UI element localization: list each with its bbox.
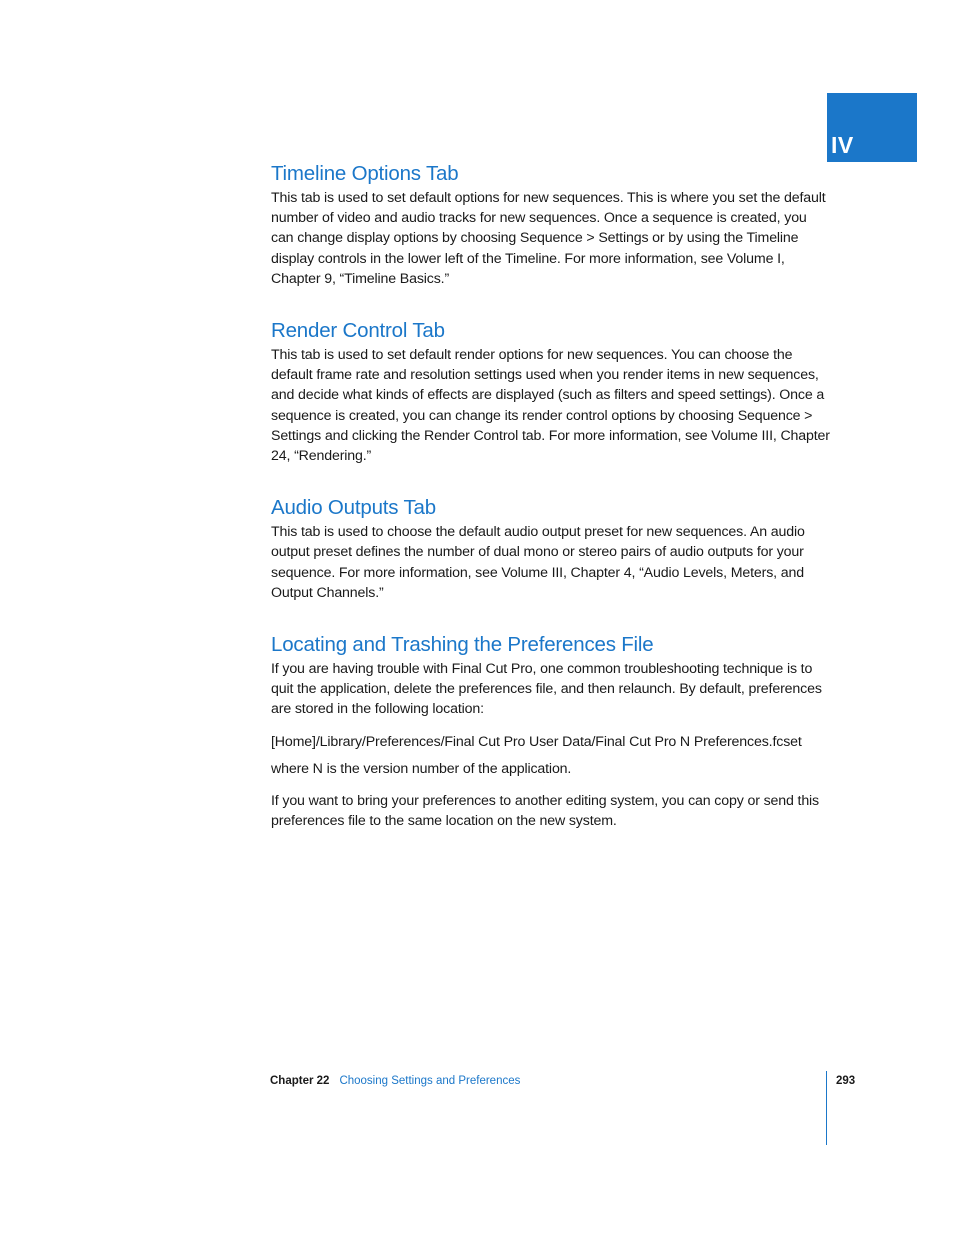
section-heading: Timeline Options Tab: [271, 162, 459, 185]
section-render-control: [271, 317, 831, 466]
section-heading: Locating and Trashing the Preferences File: [271, 633, 654, 657]
section-timeline-options: [271, 160, 831, 289]
section-heading: Render Control Tab: [271, 319, 445, 343]
section-body: This tab is used to choose the default audio output preset for new sequences. An audio output preset defines the number of dual mono or stereo pairs of audio outputs for your sequence. For more information, see Volume III, Chapter 4, “Audio Levels, Meters, and Output Channels.”: [271, 524, 805, 601]
preferences-path: [Home]/Library/Preferences/Final Cut Pro User Data/Final Cut Pro N Preferences.fcset: [271, 733, 802, 750]
part-tab: [827, 93, 917, 162]
section-body: If you are having trouble with Final Cut Pro, one common troubleshooting technique is to quit the application, delete the preferences file, and then relaunch. By default, preferences are stored in the following location:: [271, 661, 822, 718]
part-tab-label: IV: [831, 132, 854, 158]
section-body: This tab is used to set default options for new sequences. This is where you set the default number of video and audio tracks for new sequences. Once a sequence is created, you can change display options by choosing Sequence > Settings or by using the Timeline display controls in the lower left of the Timeline. For more information, see Volume I, Chapter 9, “Timeline Basics.”: [271, 190, 826, 287]
page-number: 293: [836, 1075, 856, 1087]
section-preferences-file: [271, 631, 831, 831]
version-note: where N is the version number of the application.: [271, 760, 572, 777]
footer-chapter-title: Choosing Settings and Preferences: [339, 1075, 521, 1087]
page-content: [271, 160, 831, 859]
section-heading: Audio Outputs Tab: [271, 496, 436, 520]
footer-divider: [826, 1071, 827, 1145]
transfer-note: If you want to bring your preferences to another editing system, you can copy or send this preferences file to the same location on the new system.: [271, 793, 820, 830]
footer-chapter: Chapter 22: [270, 1075, 330, 1087]
section-body: This tab is used to set default render options for new sequences. You can choose the default frame rate and resolution settings used when you render items in new sequences, and decide what kinds of effects are displayed (such as filters and speed settings). Once a sequence is created, you can change its render control options by choosing Sequence > Settings and clicking the Render Control tab. For more information, see Volume III, Chapter 24, “Rendering.”: [271, 347, 830, 465]
page-footer: [270, 1073, 520, 1089]
section-audio-outputs: [271, 494, 831, 603]
